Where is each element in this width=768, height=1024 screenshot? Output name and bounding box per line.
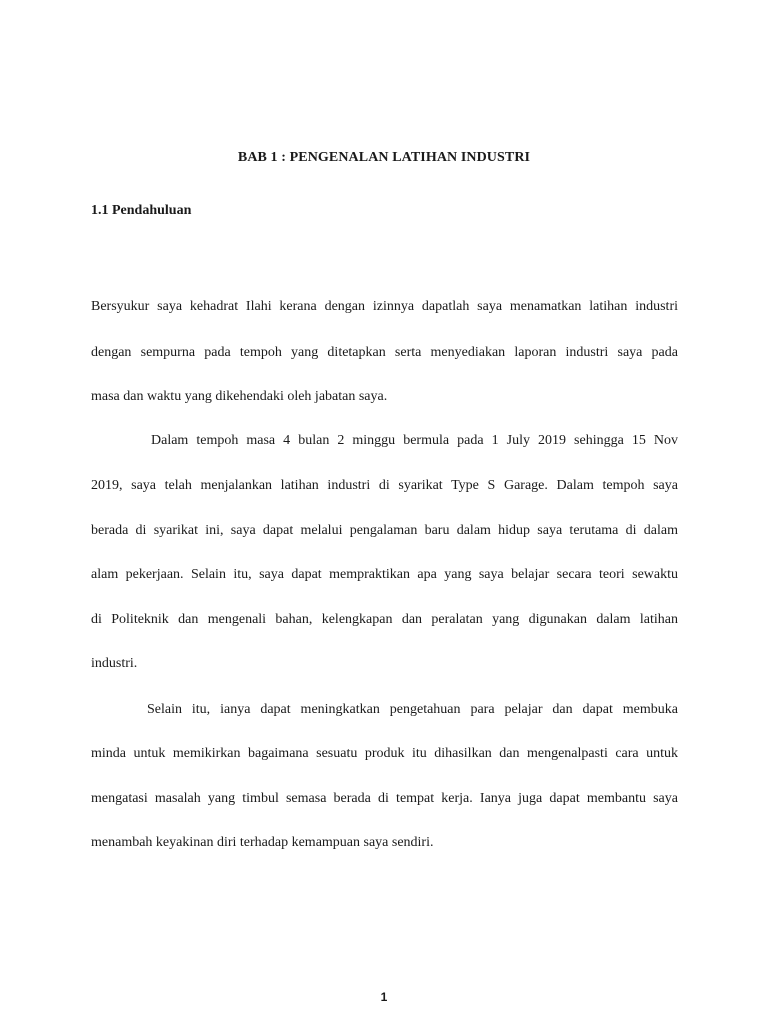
page-number: 1 bbox=[380, 990, 388, 1004]
chapter-title: BAB 1 : PENGENALAN LATIHAN INDUSTRI bbox=[237, 150, 531, 165]
paragraph-2-line: alam pekerjaan. Selain itu, saya dapat mempraktikan apa yang saya belajar secara teori sewaktu bbox=[91, 567, 678, 582]
paragraph-2-line: di Politeknik dan mengenali bahan, kelengkapan dan peralatan yang digunakan dalam latihan bbox=[91, 612, 678, 627]
paragraph-1-line: Bersyukur saya kehadrat Ilahi kerana dengan izinnya dapatlah saya menamatkan latihan industri bbox=[91, 299, 678, 314]
paragraph-1-line: dengan sempurna pada tempoh yang ditetapkan serta menyediakan laporan industri saya pada bbox=[91, 345, 678, 360]
paragraph-3-line: mengatasi masalah yang timbul semasa berada di tempat kerja. Ianya juga dapat membantu saya bbox=[91, 791, 678, 806]
paragraph-2-line: Dalam tempoh masa 4 bulan 2 minggu bermula pada 1 July 2019 sehingga 15 Nov bbox=[151, 433, 678, 448]
paragraph-2-line: industri. bbox=[91, 656, 138, 671]
paragraph-3-line: Selain itu, ianya dapat meningkatkan pengetahuan para pelajar dan dapat membuka bbox=[147, 702, 678, 717]
paragraph-3-line: menambah keyakinan diri terhadap kemampuan saya sendiri. bbox=[91, 835, 434, 850]
section-heading: 1.1 Pendahuluan bbox=[91, 203, 192, 218]
paragraph-3-line: minda untuk memikirkan bagaimana sesuatu produk itu dihasilkan dan mengenalpasti cara untuk bbox=[91, 746, 678, 761]
paragraph-2-line: berada di syarikat ini, saya dapat melalui pengalaman baru dalam hidup saya terutama di dalam bbox=[91, 523, 678, 538]
paragraph-1-line: masa dan waktu yang dikehendaki oleh jabatan saya. bbox=[91, 389, 388, 404]
paragraph-2-line: 2019, saya telah menjalankan latihan industri di syarikat Type S Garage. Dalam tempoh saya bbox=[91, 478, 678, 493]
